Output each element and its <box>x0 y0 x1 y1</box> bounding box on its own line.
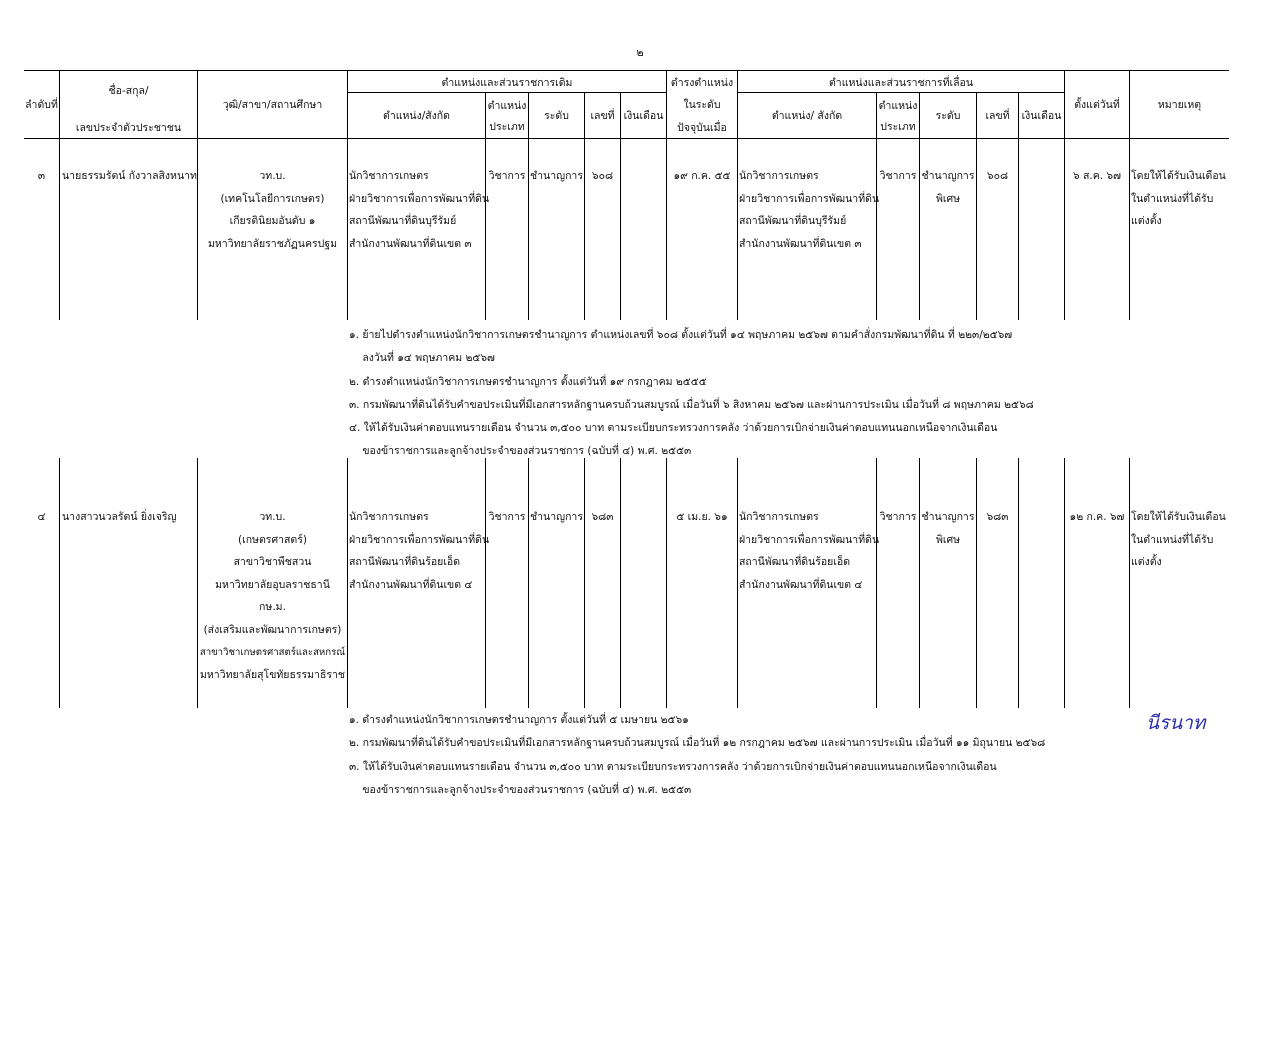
header-since: ตั้งแต่วันที่ <box>1074 99 1120 111</box>
row-new-number: ๖๘๓ <box>986 511 1009 523</box>
row-old-level: ชำนาญการ <box>530 170 583 182</box>
row-name: นายธรรมรัตน์ กังวาลสิงหนาท <box>62 170 197 182</box>
header-new-level: ระดับ <box>935 110 961 122</box>
header-old-type-1: ตำแหน่ง <box>487 100 527 112</box>
row-new-number: ๖๐๘ <box>986 170 1009 182</box>
row-old-position: นักวิชาการเกษตร ฝ่ายวิชาการเพื่อการพัฒนาที่ดิน สถานีพัฒนาที่ดินร้อยเอ็ด สำนักงานพัฒนาที่ดินเขต ๔ <box>349 511 490 591</box>
row-old-level: ชำนาญการ <box>530 511 583 523</box>
row-new-position: นักวิชาการเกษตร ฝ่ายวิชาการเพื่อการพัฒนาที่ดิน สถานีพัฒนาที่ดินบุรีรัมย์ สำนักงานพัฒนาที่ดินเขต ๓ <box>739 170 880 250</box>
record-notes: ๑. ย้ายไปดำรงตำแหน่งนักวิชาการเกษตรชำนาญการ ตำแหน่งเลขที่ ๖๐๘ ตั้งแต่วันที่ ๑๔ พฤษภาคม ๒๕๖๗ ตามคำสั่งกรมพัฒนาที่ดิน ที่ ๒๒๓/๒๕๖๗ ลงวันที่ ๑๔ พฤษภาคม ๒๕๖๗ ๒. ดำรงตำแหน่งนักวิชาการเกษตรชำนาญการ ตั้งแต่วันที่ ๑๙ กรกฎาคม ๒๕๕๕ ๓. กรมพัฒนาที่ดินได้รับคำขอประเมินที่มีเอกสารหลักฐานครบถ้วนสมบูรณ์ เมื่อวันที่ ๖ สิงหาคม ๒๕๖๗ และผ่านการประเมิน เมื่อวันที่ ๘ พฤษภาคม ๒๕๖๘ ๔. ให้ได้รับเงินค่าตอบแทนรายเดือน จำนวน ๓,๕๐๐ บาท ตามระเบียบกระทรวงการคลัง ว่าด้วยการเบิกจ่ายเงินค่าตอบแทนนอกเหนือจากเงินเดือน ของข้าราชการและลูกจ้างประจำของส่วนราชการ (ฉบับที่ ๔) พ.ศ. ๒๕๕๓ <box>349 329 1034 458</box>
header-group-new: ตำแหน่งและส่วนราชการที่เลื่อน <box>828 77 974 89</box>
header-new-position: ตำแหน่ง/ สังกัด <box>771 110 843 122</box>
signature: นีรนาท <box>1146 712 1206 734</box>
header-hold-3: ปัจจุบันเมื่อ <box>677 122 727 134</box>
header-degree: วุฒิ/สาขา/สถานศึกษา <box>222 99 323 111</box>
row-no: ๓ <box>37 170 46 182</box>
row-old-type: วิชาการ <box>488 170 526 182</box>
row-remark: โดยให้ได้รับเงินเดือน ในตำแหน่งที่ได้รับ แต่งตั้ง <box>1131 170 1226 228</box>
header-no: ลำดับที่ <box>25 99 58 111</box>
record-notes: ๑. ดำรงตำแหน่งนักวิชาการเกษตรชำนาญการ ตั้งแต่วันที่ ๕ เมษายน ๒๕๖๑ ๒. กรมพัฒนาที่ดินได้รับคำขอประเมินที่มีเอกสารหลักฐานครบถ้วนสมบูรณ์ เมื่อวันที่ ๑๒ กรกฎาคม ๒๕๖๗ และผ่านการประเมิน เมื่อวันที่ ๑๑ มิถุนายน ๒๕๖๘ ๓. ให้ได้รับเงินค่าตอบแทนรายเดือน จำนวน ๓,๕๐๐ บาท ตามระเบียบกระทรวงการคลัง ว่าด้วยการเบิกจ่ายเงินค่าตอบแทนนอกเหนือจากเงินเดือน ของข้าราชการและลูกจ้างประจำของส่วนราชการ (ฉบับที่ ๔) พ.ศ. ๒๕๕๓ <box>349 714 1046 796</box>
header-hold-1: ดำรงตำแหน่ง <box>670 77 734 89</box>
header-old-position: ตำแหน่ง/สังกัด <box>383 110 450 122</box>
row-hold-since: ๑๙ ก.ค. ๕๕ <box>673 170 731 182</box>
row-new-level: ชำนาญการ พิเศษ <box>921 511 975 546</box>
row-since: ๖ ส.ค. ๖๗ <box>1072 170 1121 182</box>
header-name-1: ชื่อ-สกุล/ <box>108 85 149 97</box>
header-new-type-1: ตำแหน่ง <box>878 100 918 112</box>
row-degree: วท.บ. (เทคโนโลยีการเกษตร) เกียรตินิยมอันดับ ๑ มหาวิทยาลัยราชภัฏนครปฐม <box>207 170 338 250</box>
row-no: ๔ <box>37 511 46 523</box>
header-remark: หมายเหตุ <box>1157 99 1202 111</box>
header-old-level: ระดับ <box>544 110 569 122</box>
row-new-type: วิชาการ <box>879 170 917 182</box>
header-group-old: ตำแหน่งและส่วนราชการเดิม <box>441 77 573 89</box>
header-old-salary: เงินเดือน <box>623 110 664 122</box>
row-since: ๑๒ ก.ค. ๖๗ <box>1069 511 1125 523</box>
header-name-2: เลขประจำตัวประชาชน <box>75 122 182 134</box>
header-new-type-2: ประเภท <box>880 121 916 133</box>
header-hold-2: ในระดับ <box>683 99 721 111</box>
header-old-type-2: ประเภท <box>489 121 525 133</box>
row-degree: วท.บ. (เกษตรศาสตร์) สาขาวิชาพืชสวน มหาวิทยาลัยอุบลราชธานี กษ.ม. (ส่งเสริมและพัฒนาการเกษตร) สาขาวิชาเกษตรศาสตร์และสหกรณ์ มหาวิทยาลัยสุโขทัยธรรมาธิราช <box>199 511 346 682</box>
page-number: ๒ <box>636 46 644 59</box>
header-new-number: เลขที่ <box>985 110 1010 122</box>
row-new-level: ชำนาญการ พิเศษ <box>921 170 975 205</box>
row-name: นางสาวนวลรัตน์ ยิ่งเจริญ <box>62 511 177 523</box>
row-hold-since: ๕ เม.ย. ๖๑ <box>676 511 728 523</box>
header-new-salary: เงินเดือน <box>1021 110 1062 122</box>
row-old-type: วิชาการ <box>488 511 526 523</box>
header-old-number: เลขที่ <box>590 110 615 122</box>
row-old-position: นักวิชาการเกษตร ฝ่ายวิชาการเพื่อการพัฒนาที่ดิน สถานีพัฒนาที่ดินบุรีรัมย์ สำนักงานพัฒนาที่ดินเขต ๓ <box>349 170 490 250</box>
row-remark: โดยให้ได้รับเงินเดือน ในตำแหน่งที่ได้รับ แต่งตั้ง <box>1131 511 1226 569</box>
row-old-number: ๖๐๘ <box>591 170 614 182</box>
row-new-type: วิชาการ <box>879 511 917 523</box>
row-new-position: นักวิชาการเกษตร ฝ่ายวิชาการเพื่อการพัฒนาที่ดิน สถานีพัฒนาที่ดินร้อยเอ็ด สำนักงานพัฒนาที่ดินเขต ๔ <box>739 511 880 591</box>
row-old-number: ๖๘๓ <box>591 511 614 523</box>
